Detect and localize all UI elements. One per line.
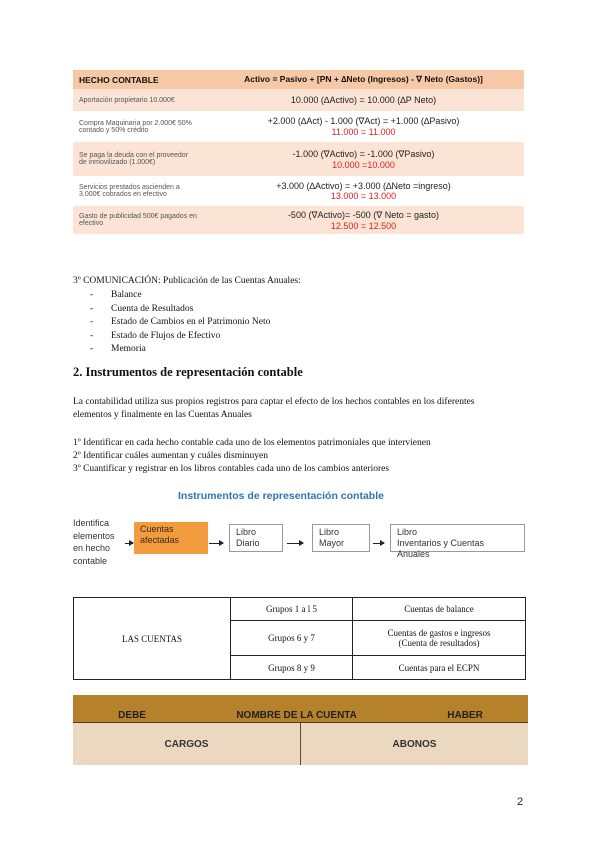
step-item: 1º Identificar en cada hecho contable cada uno de los elementos patrimoniales que intervienen xyxy=(73,438,431,448)
table-row xyxy=(73,176,524,206)
formula-text: +2.000 (∆Act) - 1.000 (∇Act) = +1.000 (∆Pasivo) xyxy=(267,116,460,126)
list-bullet: - xyxy=(90,317,94,328)
total-text: 12.500 = 12.500 xyxy=(330,220,397,231)
formula-cell xyxy=(203,142,524,176)
tipo-text: Cuentas para el ECPN xyxy=(398,662,480,673)
abonos-cell xyxy=(301,723,528,765)
intro-line: elementos y finalmente en las Cuentas Anuales xyxy=(73,410,252,420)
box-line: Libro xyxy=(236,527,257,537)
hecho-cell: Compra Maquinaria por 2.000€ 50% contado y 50% crédito xyxy=(73,111,203,142)
list-item-text: Estado de Flujos de Efectivo xyxy=(111,330,221,341)
formula-text: -500 (∇Activo)= -500 (∇ Neto = gasto) xyxy=(287,209,440,220)
list-item xyxy=(90,303,270,317)
formula-text: +3.000 (∆Activo) = +3.000 (∆Neto =ingreso) xyxy=(276,181,451,191)
box-line: Libro xyxy=(319,527,340,537)
hecho-cell: Se paga la deuda con el proveedor de inmovilizado (1.000€) xyxy=(73,142,203,176)
list-item xyxy=(90,289,270,303)
box-line: Libro xyxy=(397,527,418,537)
libro-diario-box xyxy=(229,524,283,552)
table-row xyxy=(73,89,524,111)
table-row xyxy=(73,142,524,176)
list-item xyxy=(90,330,270,344)
formula-text: -1.000 (∇Activo) = -1.000 (∇Pasivo) xyxy=(292,148,435,159)
table-row xyxy=(74,598,526,621)
intro-line: La contabilidad utiliza sus propios registros para captar el efecto de los hechos contables en los diferentes xyxy=(73,397,475,407)
box-line: Cuentas xyxy=(140,524,174,534)
las-cuentas-cell: LAS CUENTAS xyxy=(74,598,231,680)
total-text: 13.000 = 13.000 xyxy=(330,191,397,201)
diagram-title: Instrumentos de representación contable xyxy=(178,490,384,502)
box-line: afectadas xyxy=(140,535,180,545)
total-text: 11.000 = 11.000 xyxy=(331,127,396,137)
step-item: 2º Identificar cuáles aumentan y cuáles disminuyen xyxy=(73,451,268,461)
hechos-contables-table xyxy=(73,70,524,234)
libro-mayor-box xyxy=(312,524,370,552)
list-item-text: Balance xyxy=(111,290,142,300)
page-number: 2 xyxy=(517,796,524,808)
box-line: Mayor xyxy=(319,538,345,548)
formula-cell xyxy=(203,176,524,206)
nombre-cuenta-label: NOMBRE DE LA CUENTA xyxy=(236,710,357,721)
libro-inventarios-box xyxy=(390,524,525,559)
diagram-label-line: contable xyxy=(73,555,108,566)
box-line: Inventarios y Cuentas Anuales xyxy=(397,538,485,559)
step-item: 3º Cuantificar y registrar en los libros contables cada uno de los cambios anteriores xyxy=(73,464,390,474)
hecho-cell: Gasto de publicidad 500€ pagados en efectivo xyxy=(73,206,203,234)
formula-cell xyxy=(203,206,524,234)
cuentas-afectadas-box xyxy=(134,522,208,554)
t-account xyxy=(73,695,528,765)
arrow-icon xyxy=(287,543,303,544)
tipo-cell xyxy=(353,598,526,621)
list-bullet: - xyxy=(90,290,94,300)
header-ecuacion-contable: Activo = Pasivo + [PN + ∆Neto (Ingresos) - ∇ Neto (Gastos)] xyxy=(203,70,524,89)
cuentas-table xyxy=(73,597,526,680)
tipo-text: Cuentas de gastos e ingresos xyxy=(387,628,491,638)
list-item-text: Memoria xyxy=(111,344,146,355)
formula-text: 10.000 (∆Activo) = 10.000 (∆P Neto) xyxy=(290,95,437,105)
t-account-body xyxy=(73,723,528,765)
list-bullet: - xyxy=(90,303,94,314)
list-bullet: - xyxy=(90,344,94,355)
list-bullet: - xyxy=(90,330,94,341)
cargos-cell xyxy=(73,723,301,765)
formula-cell xyxy=(203,89,524,111)
box-line: Diario xyxy=(236,538,260,548)
grupos-cell: Grupos 8 y 9 xyxy=(231,656,353,680)
comunicacion-title: 3º COMUNICACIÓN: Publicación de las Cuentas Anuales: xyxy=(73,276,301,286)
debe-label: DEBE xyxy=(118,710,146,721)
hecho-cell: Aportación propietario 10.000€ xyxy=(73,89,203,111)
hecho-cell: Servicios prestados ascienden a 3.000€ cobrados en efectivo xyxy=(73,176,203,206)
total-text: 10.000 =10.000 xyxy=(332,159,395,170)
table-row xyxy=(73,206,524,234)
tipo-text: Cuentas de balance xyxy=(404,604,474,614)
list-item-text: Cuenta de Resultados xyxy=(111,303,194,314)
tipo-text: (Cuenta de resultados) xyxy=(398,638,480,648)
diagram-label-line: Identifica xyxy=(73,518,110,528)
cuentas-anuales-list xyxy=(90,289,270,357)
table-row xyxy=(73,111,524,142)
cargos-label: CARGOS xyxy=(164,738,209,750)
header-hecho-contable: HECHO CONTABLE xyxy=(73,70,203,89)
list-item xyxy=(90,316,270,330)
table-header-row xyxy=(73,70,524,89)
t-account-header xyxy=(73,695,528,723)
list-item xyxy=(90,343,270,357)
arrow-icon xyxy=(209,543,223,544)
arrow-icon xyxy=(373,543,384,544)
diagram-label-line: elementos xyxy=(73,530,115,541)
arrow-icon xyxy=(125,543,133,544)
formula-cell xyxy=(203,111,524,142)
diagram-label-line: en hecho xyxy=(73,543,111,553)
tipo-cell xyxy=(353,621,526,656)
section-heading: 2. Instrumentos de representación contable xyxy=(73,365,303,379)
grupos-cell: Grupos 6 y 7 xyxy=(231,621,353,656)
intro-paragraph xyxy=(73,396,475,422)
steps-list xyxy=(73,437,431,476)
abonos-label: ABONOS xyxy=(392,738,437,750)
diagram-label xyxy=(73,517,115,567)
list-item-text: Estado de Cambios en el Patrimonio Neto xyxy=(111,317,271,328)
tipo-cell xyxy=(353,656,526,680)
haber-label: HABER xyxy=(447,710,483,721)
grupos-cell: Grupos 1 a l 5 xyxy=(231,598,353,621)
